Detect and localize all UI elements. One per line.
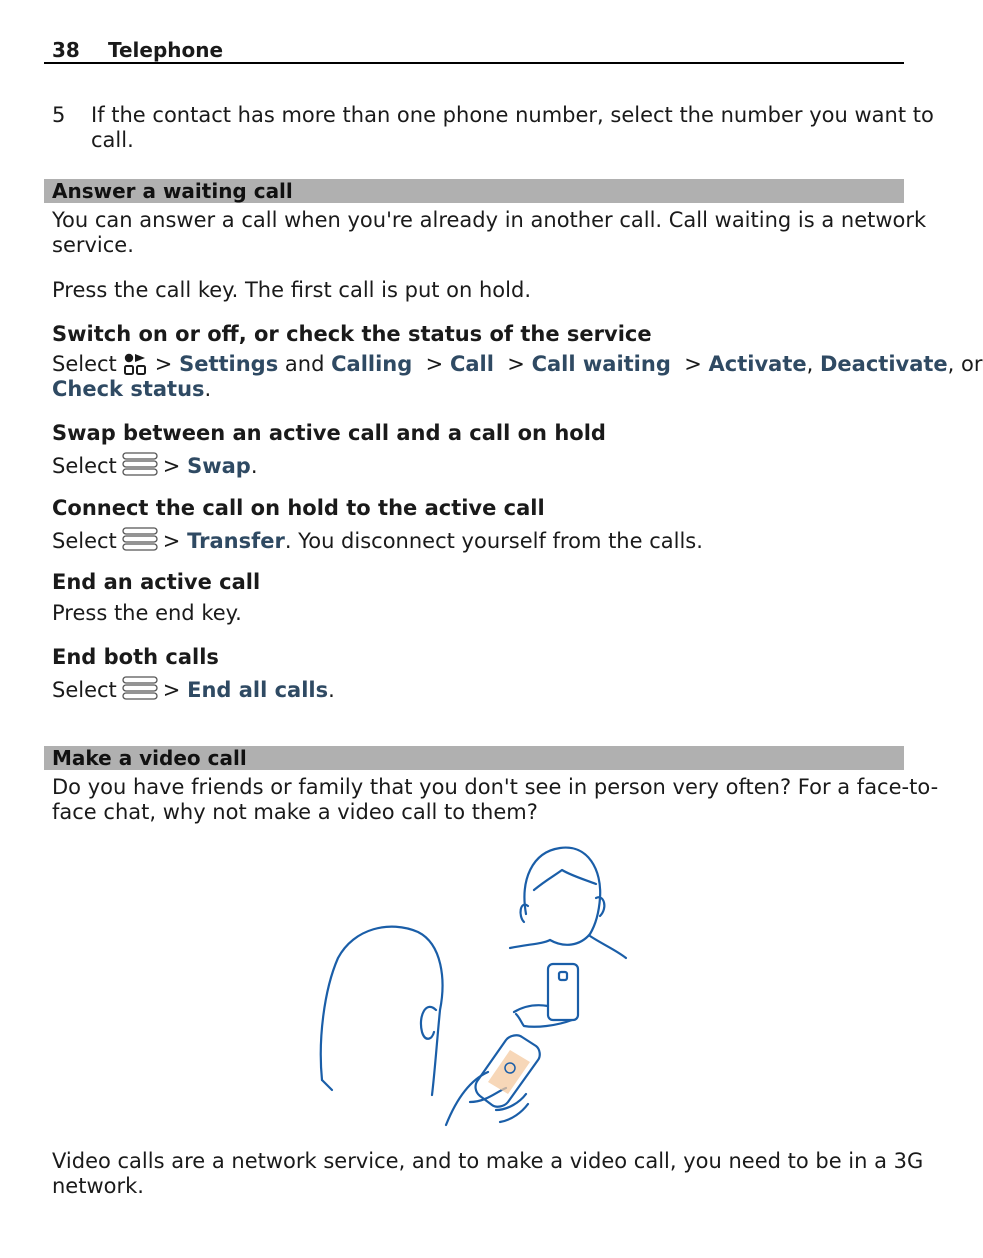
paragraph: face chat, why not make a video call to them? — [52, 800, 538, 824]
option-call-waiting: Call waiting — [531, 352, 671, 376]
gt-separator: > — [162, 678, 181, 702]
front-person-shoulders — [510, 936, 626, 958]
back-person-ear — [421, 1007, 436, 1039]
instruction-line — [52, 451, 258, 483]
paragraph: network. — [52, 1174, 144, 1198]
sentence-rest: . You disconnect yourself from the calls. — [284, 529, 703, 553]
subheading: Swap between an active call and a call on hold — [52, 421, 606, 445]
front-person-hair — [534, 870, 596, 890]
select-word: Select — [52, 352, 117, 376]
select-word: Select — [52, 678, 117, 702]
paragraph: Do you have friends or family that you don't see in person very often? For a face-to- — [52, 775, 939, 799]
instruction-line — [52, 526, 703, 558]
section-heading-bar — [44, 179, 904, 203]
instruction-line-cont — [52, 377, 211, 402]
gt-separator: > — [507, 352, 525, 376]
step-number: 5 — [52, 103, 66, 127]
options-menu-icon — [121, 526, 159, 558]
subheading: End both calls — [52, 645, 219, 669]
front-person-hand — [514, 1005, 572, 1027]
option-calling: Calling — [331, 352, 413, 376]
step-text-line2: call. — [91, 128, 134, 152]
period: . — [204, 377, 212, 401]
option-call: Call — [449, 352, 494, 376]
options-menu-icon — [121, 451, 159, 483]
gt-separator: > — [684, 352, 702, 376]
option-deactivate: Deactivate — [819, 352, 948, 376]
header-rule — [44, 62, 904, 64]
paragraph: Press the end key. — [52, 601, 242, 625]
options-menu-icon — [121, 675, 159, 707]
running-header: Telephone — [108, 38, 224, 62]
period: . — [250, 454, 258, 478]
option-transfer: Transfer — [187, 529, 285, 553]
select-word: Select — [52, 529, 117, 553]
comma: , — [806, 352, 814, 376]
option-end-all-calls: End all calls — [187, 678, 329, 702]
paragraph: Press the call key. The first call is put on hold. — [52, 278, 531, 302]
paragraph: Video calls are a network service, and to make a video call, you need to be in a 3G — [52, 1149, 924, 1173]
front-person-head — [524, 848, 600, 945]
and-word: and — [284, 352, 325, 376]
gt-separator: > — [154, 352, 173, 376]
gt-separator: > — [162, 454, 181, 478]
period: . — [328, 678, 335, 702]
paragraph: You can answer a call when you're already in another call. Call waiting is a network — [52, 208, 927, 232]
subheading: Connect the call on hold to the active call — [52, 496, 545, 520]
section-heading-bar — [44, 746, 904, 770]
option-activate: Activate — [708, 352, 807, 376]
page-number: 38 — [52, 38, 80, 62]
gt-separator: > — [162, 529, 181, 553]
option-swap: Swap — [187, 454, 251, 478]
or-word: , or — [947, 352, 983, 376]
step-text-line1: If the contact has more than one phone number, select the number you want to — [91, 103, 934, 127]
option-check-status: Check status — [52, 377, 205, 401]
section-heading: Make a video call — [52, 746, 247, 770]
section-heading: Answer a waiting call — [52, 179, 293, 203]
subheading: Switch on or off, or check the status of the service — [52, 322, 652, 346]
subheading: End an active call — [52, 570, 261, 594]
gt-separator: > — [425, 352, 444, 376]
select-word: Select — [52, 454, 117, 478]
instruction-line — [52, 675, 335, 707]
video-call-illustration — [310, 840, 640, 1135]
paragraph: service. — [52, 233, 134, 257]
option-settings: Settings — [179, 352, 279, 376]
